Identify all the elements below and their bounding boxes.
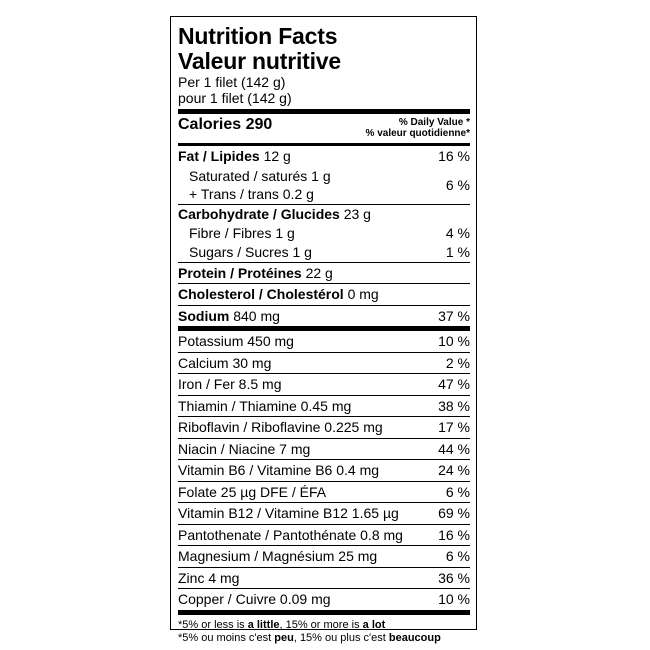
protein-amount: 22 g (305, 264, 333, 281)
saturated-trans-pct: 6 % (445, 177, 470, 193)
fat-label: Fat / Lipides (178, 148, 260, 165)
micronutrient-row (178, 482, 470, 503)
footnote-emphasis: peu (274, 631, 294, 644)
micronutrient-row (178, 417, 470, 438)
micronutrient-row (178, 568, 470, 589)
carbohydrate-row (178, 205, 470, 224)
carbohydrate-label: Carbohydrate / Glucides (178, 206, 340, 222)
sodium-amount: 840 mg (233, 307, 280, 324)
trans-row: + Trans / trans 0.2 g (189, 186, 314, 202)
saturated-trans-group (178, 167, 470, 204)
micronutrient-pct: 16 % (438, 526, 470, 543)
cholesterol-amount: 0 mg (347, 286, 379, 303)
protein-row (178, 263, 470, 284)
micronutrient-row (178, 396, 470, 417)
micronutrient-label: Riboflavin / Riboflavine 0.225 mg (178, 419, 383, 436)
micronutrient-row (178, 546, 470, 567)
calories-value: 290 (245, 116, 273, 133)
footnote-english (178, 619, 470, 632)
micronutrient-row (178, 525, 470, 546)
micronutrient-row (178, 331, 470, 352)
micronutrient-pct: 6 % (445, 483, 470, 500)
micronutrient-pct: 2 % (445, 354, 470, 371)
footnote-text: *5% ou moins c'est (178, 631, 275, 644)
micronutrient-label: Zinc 4 mg (178, 569, 240, 586)
micronutrient-label: Potassium 450 mg (178, 333, 294, 350)
sodium-pct: 37 % (438, 307, 470, 324)
micronutrient-pct: 10 % (438, 591, 470, 608)
micronutrient-label: Calcium 30 mg (178, 354, 272, 371)
micronutrient-pct: 47 % (438, 376, 470, 393)
footnote-text: , 15% ou plus c'est (293, 631, 389, 644)
footnote-emphasis: a little (247, 618, 280, 631)
daily-value-french: % valeur quotidienne* (365, 128, 470, 139)
sugars-pct: 1 % (445, 244, 470, 260)
serving-size-french: pour 1 filet (142 g) (178, 90, 292, 106)
micronutrient-label: Vitamin B12 / Vitamine B12 1.65 µg (178, 505, 399, 522)
footnote-emphasis: a lot (362, 618, 386, 631)
footnote-text: *5% or less is (178, 618, 248, 631)
micronutrient-row (178, 460, 470, 481)
micronutrient-label: Iron / Fer 8.5 mg (178, 376, 282, 393)
micronutrient-row (178, 439, 470, 460)
fibre-row (178, 224, 470, 243)
sugars-row (178, 243, 470, 262)
calories-row (178, 114, 470, 143)
micronutrient-label: Niacin / Niacine 7 mg (178, 440, 311, 457)
carbohydrate-amount: 23 g (343, 206, 371, 222)
footnote-emphasis: beaucoup (388, 631, 441, 644)
calories-text (178, 116, 272, 134)
daily-value-english: % Daily Value * (398, 117, 470, 128)
sodium-row (178, 306, 470, 327)
micronutrient-pct: 6 % (445, 548, 470, 565)
micronutrient-label: Pantothenate / Pantothénate 0.8 mg (178, 526, 403, 543)
title-french: Valeur nutritive (178, 48, 341, 74)
saturated-row: Saturated / saturés 1 g (189, 168, 331, 184)
title-english: Nutrition Facts (178, 23, 338, 49)
micronutrient-row (178, 374, 470, 395)
daily-value-header (366, 116, 470, 139)
micronutrient-label: Folate 25 µg DFE / ÉFA (178, 483, 327, 500)
cholesterol-label: Cholesterol / Cholestérol (178, 286, 344, 303)
footnote-text: , 15% or more is (279, 618, 363, 631)
fibre-label: Fibre / Fibres 1 g (189, 225, 295, 241)
sodium-label: Sodium (178, 307, 230, 324)
fibre-pct: 4 % (445, 225, 470, 241)
micronutrient-pct: 36 % (438, 569, 470, 586)
micronutrient-pct: 69 % (438, 505, 470, 522)
nutrition-facts-panel (170, 16, 477, 644)
serving-size-english: Per 1 filet (142 g) (178, 74, 286, 90)
calories-label: Calories (178, 116, 242, 133)
micronutrient-pct: 17 % (438, 419, 470, 436)
protein-label: Protein / Protéines (178, 264, 302, 281)
micronutrient-pct: 44 % (438, 440, 470, 457)
micronutrient-pct: 24 % (438, 462, 470, 479)
micronutrient-pct: 38 % (438, 397, 470, 414)
fat-pct: 16 % (438, 148, 470, 165)
micronutrient-pct: 10 % (438, 333, 470, 350)
micronutrient-row (178, 503, 470, 524)
fat-row (178, 146, 470, 167)
sugars-label: Sugars / Sucres 1 g (189, 244, 312, 260)
micronutrient-label: Vitamin B6 / Vitamine B6 0.4 mg (178, 462, 380, 479)
footnote-french (178, 632, 470, 645)
micronutrient-label: Thiamin / Thiamine 0.45 mg (178, 397, 352, 414)
micronutrient-label: Copper / Cuivre 0.09 mg (178, 591, 331, 608)
micronutrient-row (178, 589, 470, 610)
micronutrient-list (178, 331, 470, 610)
fat-amount: 12 g (263, 148, 291, 165)
micronutrient-row (178, 353, 470, 374)
cholesterol-row (178, 284, 470, 305)
footnote (178, 615, 470, 645)
micronutrient-label: Magnesium / Magnésium 25 mg (178, 548, 378, 565)
